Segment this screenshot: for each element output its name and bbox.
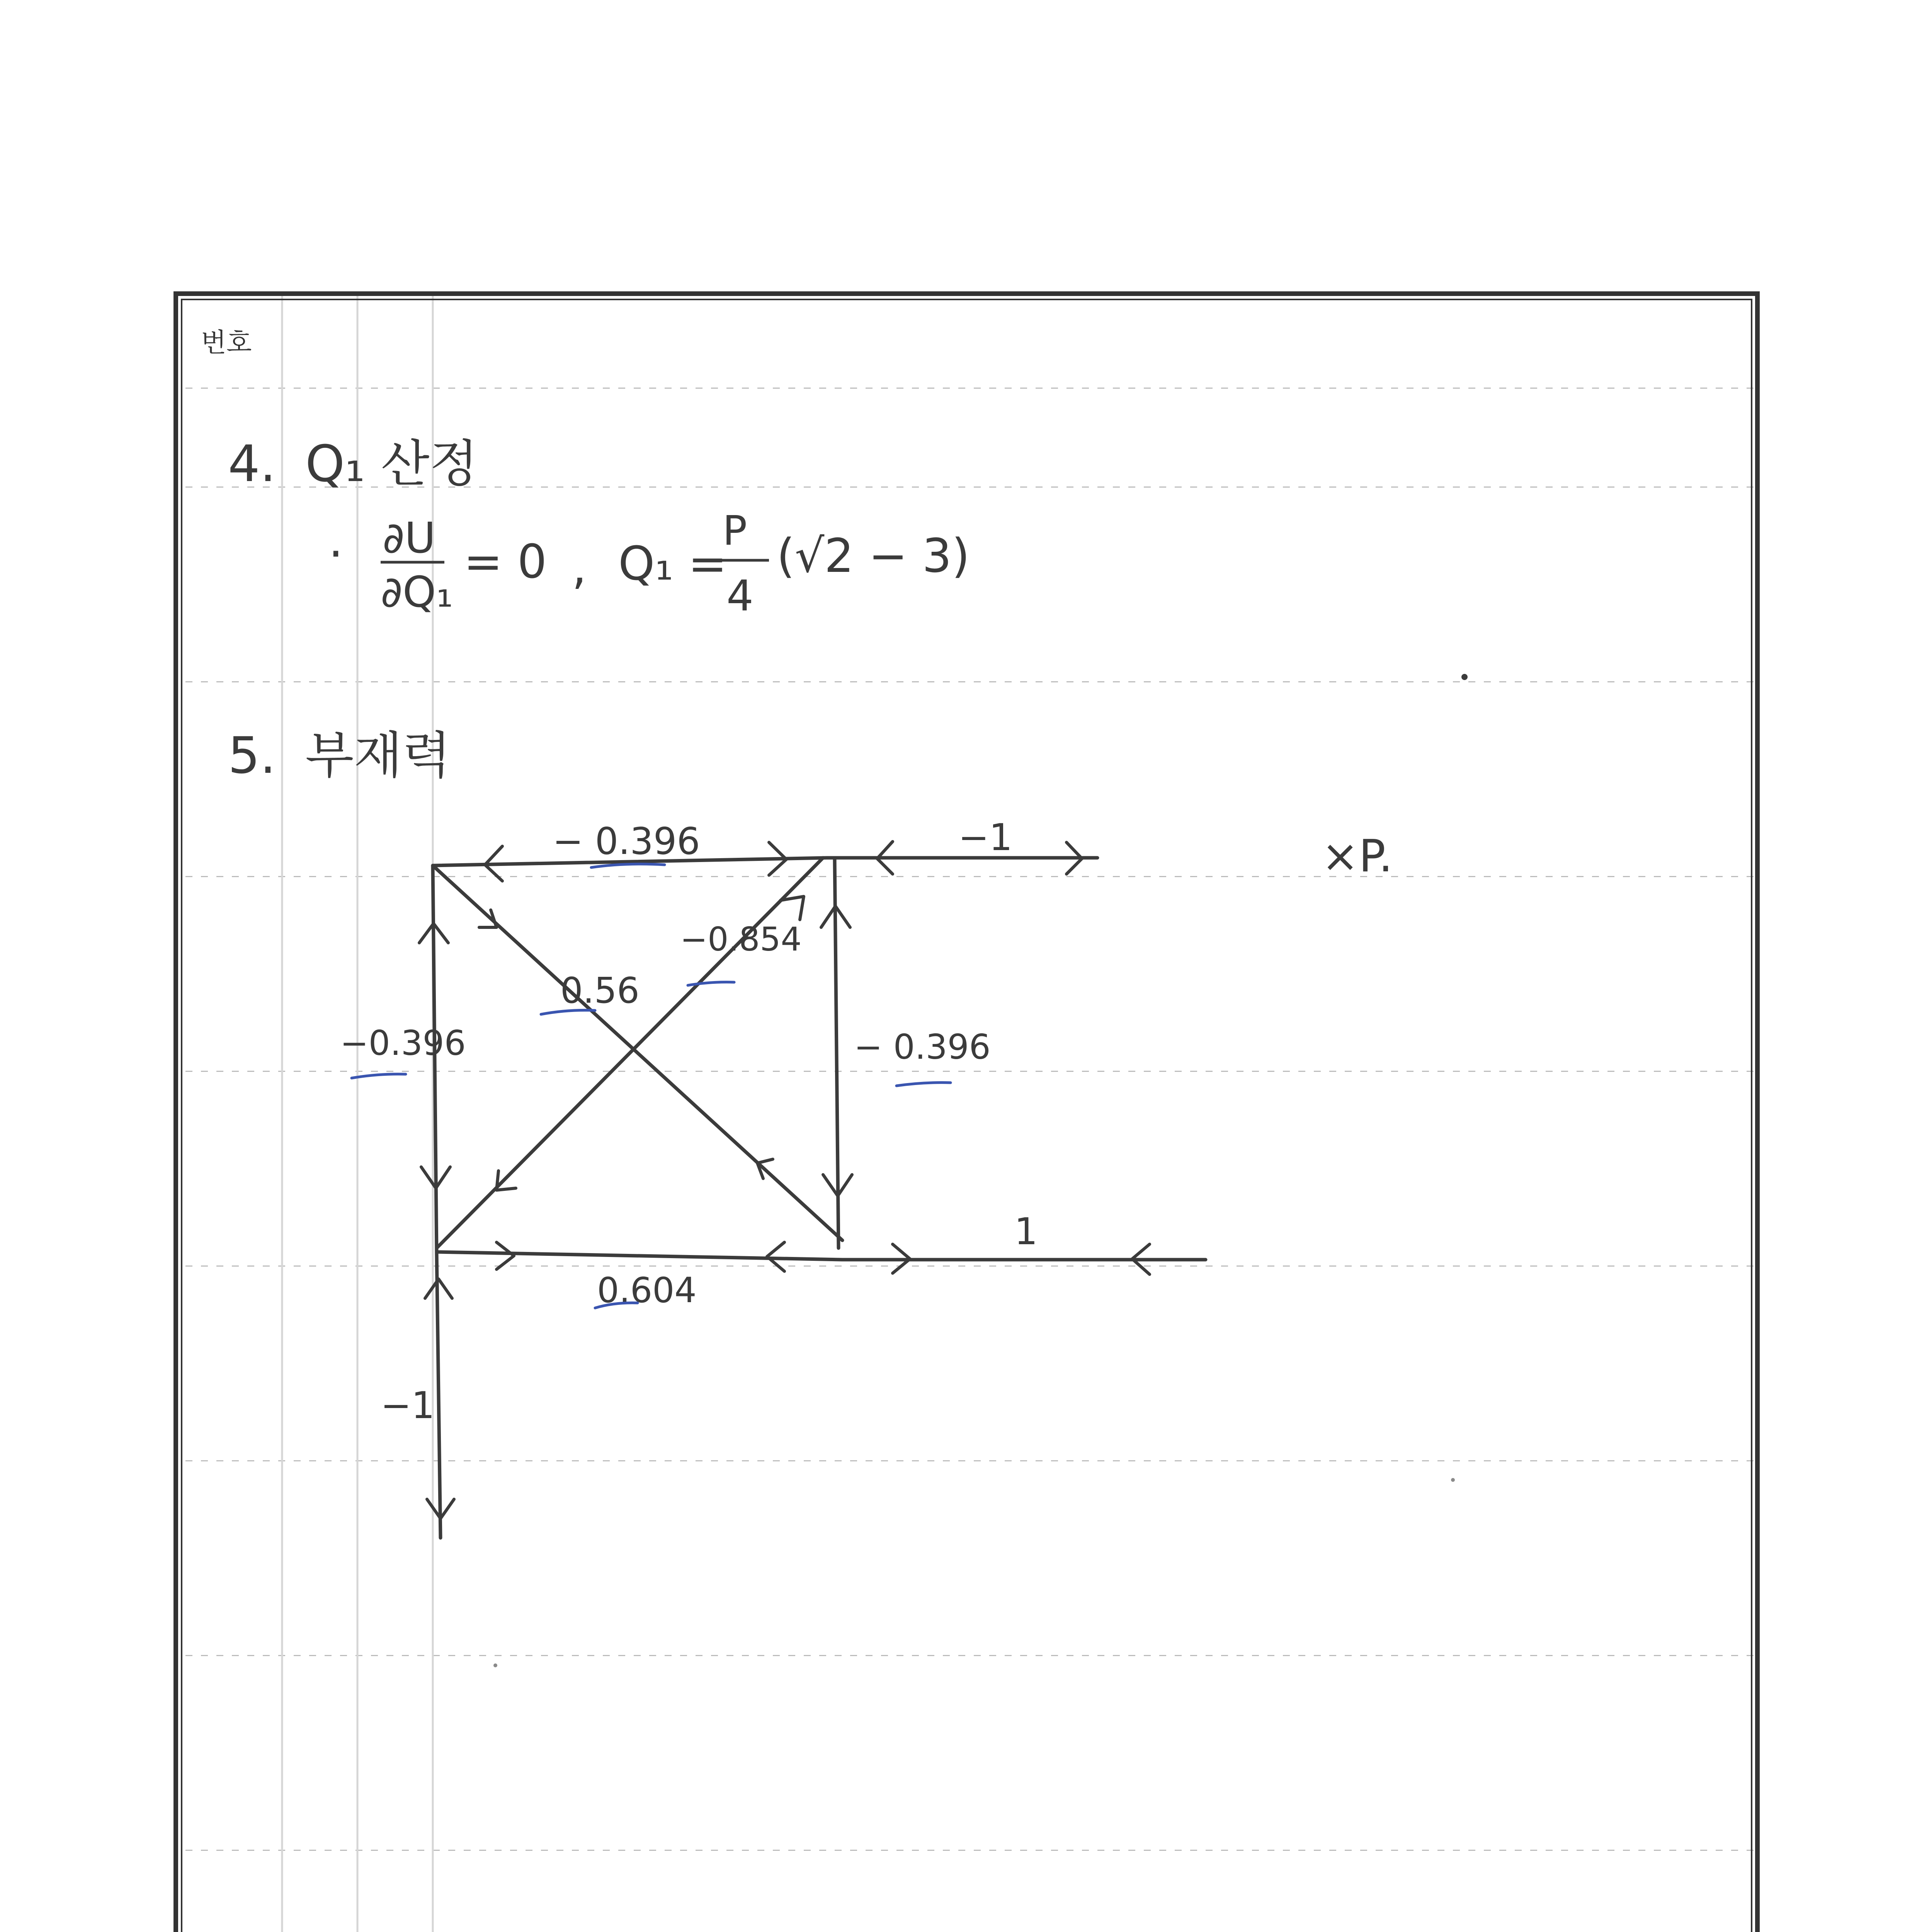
label-diag-up: −0.854 (680, 920, 802, 959)
label-top-right: −1 (958, 816, 1013, 859)
problem4-number: 4. (228, 434, 276, 493)
deriv-denominator: ∂Q₁ (381, 567, 453, 617)
q1-frac-den: 4 (726, 571, 754, 621)
problem5-title: 부재력 (305, 726, 451, 785)
problem5-number: 5. (228, 726, 276, 785)
problem5-unit: ×P. (1322, 830, 1393, 882)
eq-zero: = 0 (464, 535, 547, 589)
label-top-left: − 0.396 (553, 820, 700, 863)
stray-dot (1461, 674, 1468, 680)
q1-lhs: Q₁ = (618, 537, 727, 591)
label-left-vertical: −0.396 (340, 1023, 466, 1063)
member-bottom (437, 1252, 842, 1260)
underline-right-vertical (896, 1083, 951, 1086)
ruled-lines (182, 388, 1754, 1932)
member-diagonal-up (437, 858, 823, 1248)
arrow-diag-up-bottom (497, 1171, 516, 1190)
deriv-numerator: ∂U (383, 513, 436, 563)
stray-mark (493, 1663, 497, 1667)
label-bottom-right: 1 (1014, 1211, 1038, 1253)
member-right-vertical (835, 858, 839, 1248)
underline-diag-up (688, 982, 734, 985)
label-bottom-span: 0.604 (597, 1270, 697, 1311)
stray-mark (1451, 1478, 1455, 1482)
label-right-vertical: − 0.396 (854, 1027, 991, 1067)
underline-left-vertical (352, 1074, 406, 1078)
q1-paren: (√2 − 3) (777, 529, 970, 583)
underline-diag-down (541, 1010, 595, 1014)
eq-comma: , (572, 541, 587, 595)
q1-frac-num: P (723, 507, 747, 554)
member-support (437, 1252, 441, 1538)
number-label: 번호 (201, 328, 252, 357)
truss-diagram (433, 858, 1206, 1538)
label-support: −1 (381, 1384, 435, 1427)
underline-top-left (591, 864, 665, 867)
problem4-bullet: · (328, 527, 344, 581)
label-diag-down: 0.56 (560, 970, 640, 1011)
problem4-title: Q₁ 산정 (305, 434, 478, 493)
arrow-diag-up-top (781, 896, 804, 920)
